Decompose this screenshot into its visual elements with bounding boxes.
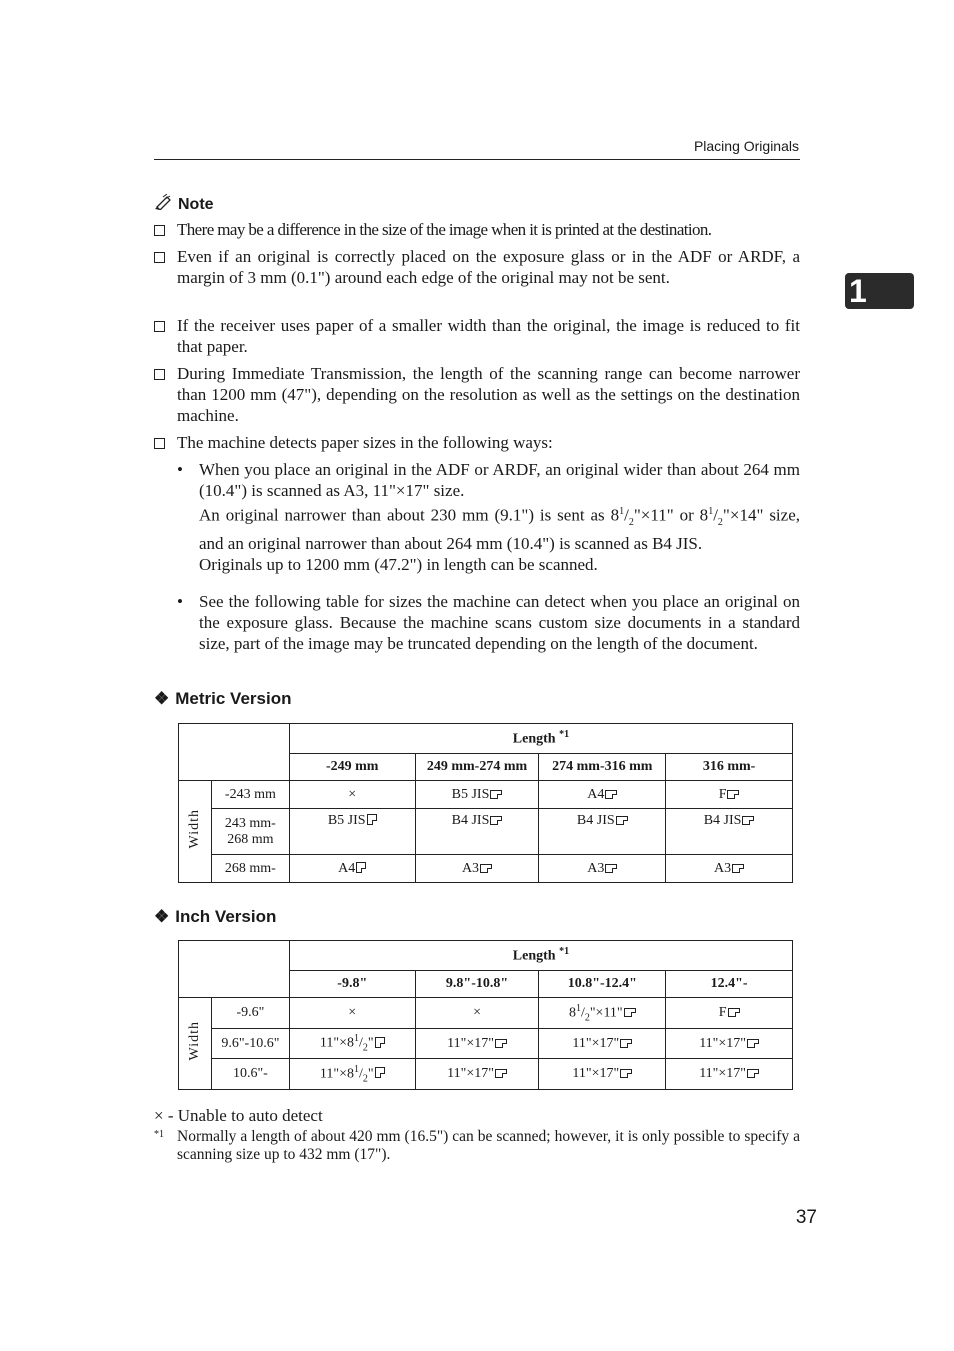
row-header: 9.6"-10.6" [211, 1029, 289, 1059]
table-cell: A3 [415, 855, 539, 883]
table-cell: 11"×17" [415, 1059, 539, 1090]
landscape-icon [495, 1039, 507, 1048]
note-item [154, 432, 800, 453]
landscape-icon [728, 1008, 740, 1017]
checkbox-icon [154, 225, 165, 236]
landscape-icon [747, 1069, 759, 1078]
column-header: 316 mm- [666, 754, 793, 781]
note-item-text: Even if an original is correctly placed on the exposure glass or in the ADF or ARDF, a margin of 3 mm (0.1") around each edge of the original may not be sent. [177, 247, 800, 287]
note-item-text: If the receiver uses paper of a smaller width than the original, the image is reduced to fit that paper. [177, 316, 800, 356]
portrait-icon [367, 814, 377, 825]
note-item [154, 219, 800, 240]
width-label: Width [179, 998, 212, 1090]
landscape-icon [624, 1008, 636, 1017]
legend-text: × - Unable to auto detect [154, 1106, 323, 1125]
table-cell: B4 JIS [415, 809, 539, 855]
bullet-icon: • [177, 592, 183, 611]
column-header: 12.4"- [666, 971, 793, 998]
column-header: 9.8"-10.8" [415, 971, 539, 998]
header-rule [154, 159, 800, 160]
landscape-icon [605, 790, 617, 799]
portrait-icon [375, 1067, 385, 1078]
column-header: -9.8" [289, 971, 415, 998]
row-header: -9.6" [211, 998, 289, 1029]
length-header: Length $^{*1}$ [289, 941, 792, 971]
checkbox-icon [154, 252, 165, 263]
table-cell: B4 JIS [539, 809, 666, 855]
inch-heading: ❖ Inch Version [154, 907, 277, 926]
table-cell: × [289, 998, 415, 1029]
landscape-icon [727, 790, 739, 799]
table-cell: 11"×17" [415, 1029, 539, 1059]
table-cell: A3 [539, 855, 666, 883]
note-heading [154, 194, 214, 215]
bullet-item-exposure-glass [177, 591, 800, 654]
note-item [154, 315, 800, 357]
running-header: Placing Originals [693, 138, 799, 154]
table-cell: 11"×17" [539, 1059, 666, 1090]
landscape-icon [480, 864, 492, 873]
diamond-icon: ❖ [154, 907, 170, 926]
landscape-icon [620, 1069, 632, 1078]
note-heading-text: Note [178, 195, 214, 213]
row-header: 10.6"- [211, 1059, 289, 1090]
checkbox-icon [154, 438, 165, 449]
diamond-icon: ❖ [154, 689, 170, 708]
note-item [154, 363, 800, 426]
pencil-icon [154, 194, 174, 215]
table-cell: 11"×17" [666, 1059, 793, 1090]
column-header: 249 mm-274 mm [415, 754, 539, 781]
note-item-text: There may be a difference in the size of the image when it is printed at the destination. [177, 220, 712, 239]
table-cell: $11"\times 8^1/_2$" [289, 1029, 415, 1059]
table-cell: 11"×17" [539, 1029, 666, 1059]
table-corner [179, 724, 290, 781]
landscape-icon [616, 816, 628, 825]
table-cell: F [666, 998, 793, 1029]
row-header: 268 mm- [211, 855, 289, 883]
note-item-text: The machine detects paper sizes in the following ways: [177, 433, 553, 452]
metric-heading: ❖ Metric Version [154, 689, 292, 708]
length-header: Length $^{*1}$ [289, 724, 792, 754]
bullet-text: See the following table for sizes the machine can detect when you place an original on the exposure glass. Because the machine scans custom size documents in a standard size, part of the image may be truncated depending on the length of the document. [199, 592, 800, 653]
page-number: 37 [795, 1207, 817, 1228]
checkbox-icon [154, 321, 165, 332]
note-item-text: During Immediate Transmission, the length of the scanning range can become narrower than 1200 mm (47"), depending on the resolution as well as the settings on the destination machine. [177, 364, 800, 425]
table-cell: A4 [539, 781, 666, 809]
landscape-icon [490, 790, 502, 799]
landscape-icon [742, 816, 754, 825]
checkbox-icon [154, 369, 165, 380]
column-header: -249 mm [289, 754, 415, 781]
column-header: 274 mm-316 mm [539, 754, 666, 781]
footnote [154, 1128, 800, 1164]
table-cell: × [289, 781, 415, 809]
column-header: 10.8"-12.4" [539, 971, 666, 998]
table-cell: B4 JIS [666, 809, 793, 855]
landscape-icon [747, 1039, 759, 1048]
landscape-icon [605, 864, 617, 873]
table-corner [179, 941, 290, 998]
table-cell: B5 JIS [289, 809, 415, 855]
landscape-icon [732, 864, 744, 873]
footnote-text: Normally a length of about 420 mm (16.5") can be scanned; however, it is only possible to specify a scanning size up to 432 mm (17"). [177, 1128, 800, 1163]
width-label: Width [179, 781, 212, 883]
table-cell: F [666, 781, 793, 809]
table-cell: $8^1/_2"\times 11$" [539, 998, 666, 1029]
table-cell: 11"×17" [666, 1029, 793, 1059]
bullet-item-adf [177, 459, 800, 575]
landscape-icon [620, 1039, 632, 1048]
inch-table [178, 940, 793, 1090]
bullet-line: Originals up to 1200 mm (47.2") in length can be scanned. [199, 555, 598, 575]
landscape-icon [490, 816, 502, 825]
table-cell: B5 JIS [415, 781, 539, 809]
metric-table [178, 723, 793, 883]
note-item [154, 246, 800, 288]
bullet-line: When you place an original in the ADF or ARDF, an original wider than about 264 mm (10.4") is scanned as A3, 11"×17" size. [199, 460, 800, 500]
table-cell: A4 [289, 855, 415, 883]
chapter-tab: 1 [845, 273, 914, 309]
portrait-icon [375, 1037, 385, 1048]
landscape-icon [495, 1069, 507, 1078]
row-header: -243 mm [211, 781, 289, 809]
footnote-mark: *1 [154, 1129, 164, 1140]
portrait-icon [356, 862, 366, 873]
row-header: 243 mm- 268 mm [211, 809, 289, 855]
table-cell: $11"\times 8^1/_2$" [289, 1059, 415, 1090]
table-cell: A3 [666, 855, 793, 883]
table-cell: × [415, 998, 539, 1029]
bullet-line: An original narrower than about 230 mm (9.1") is sent as $8^1/_2"\times 11$" or $8^1/_2"\times 14$" size, and an original narrower than about 264 mm (10.4") is scanned as B4 JIS. [199, 505, 800, 554]
bullet-icon: • [177, 460, 183, 479]
